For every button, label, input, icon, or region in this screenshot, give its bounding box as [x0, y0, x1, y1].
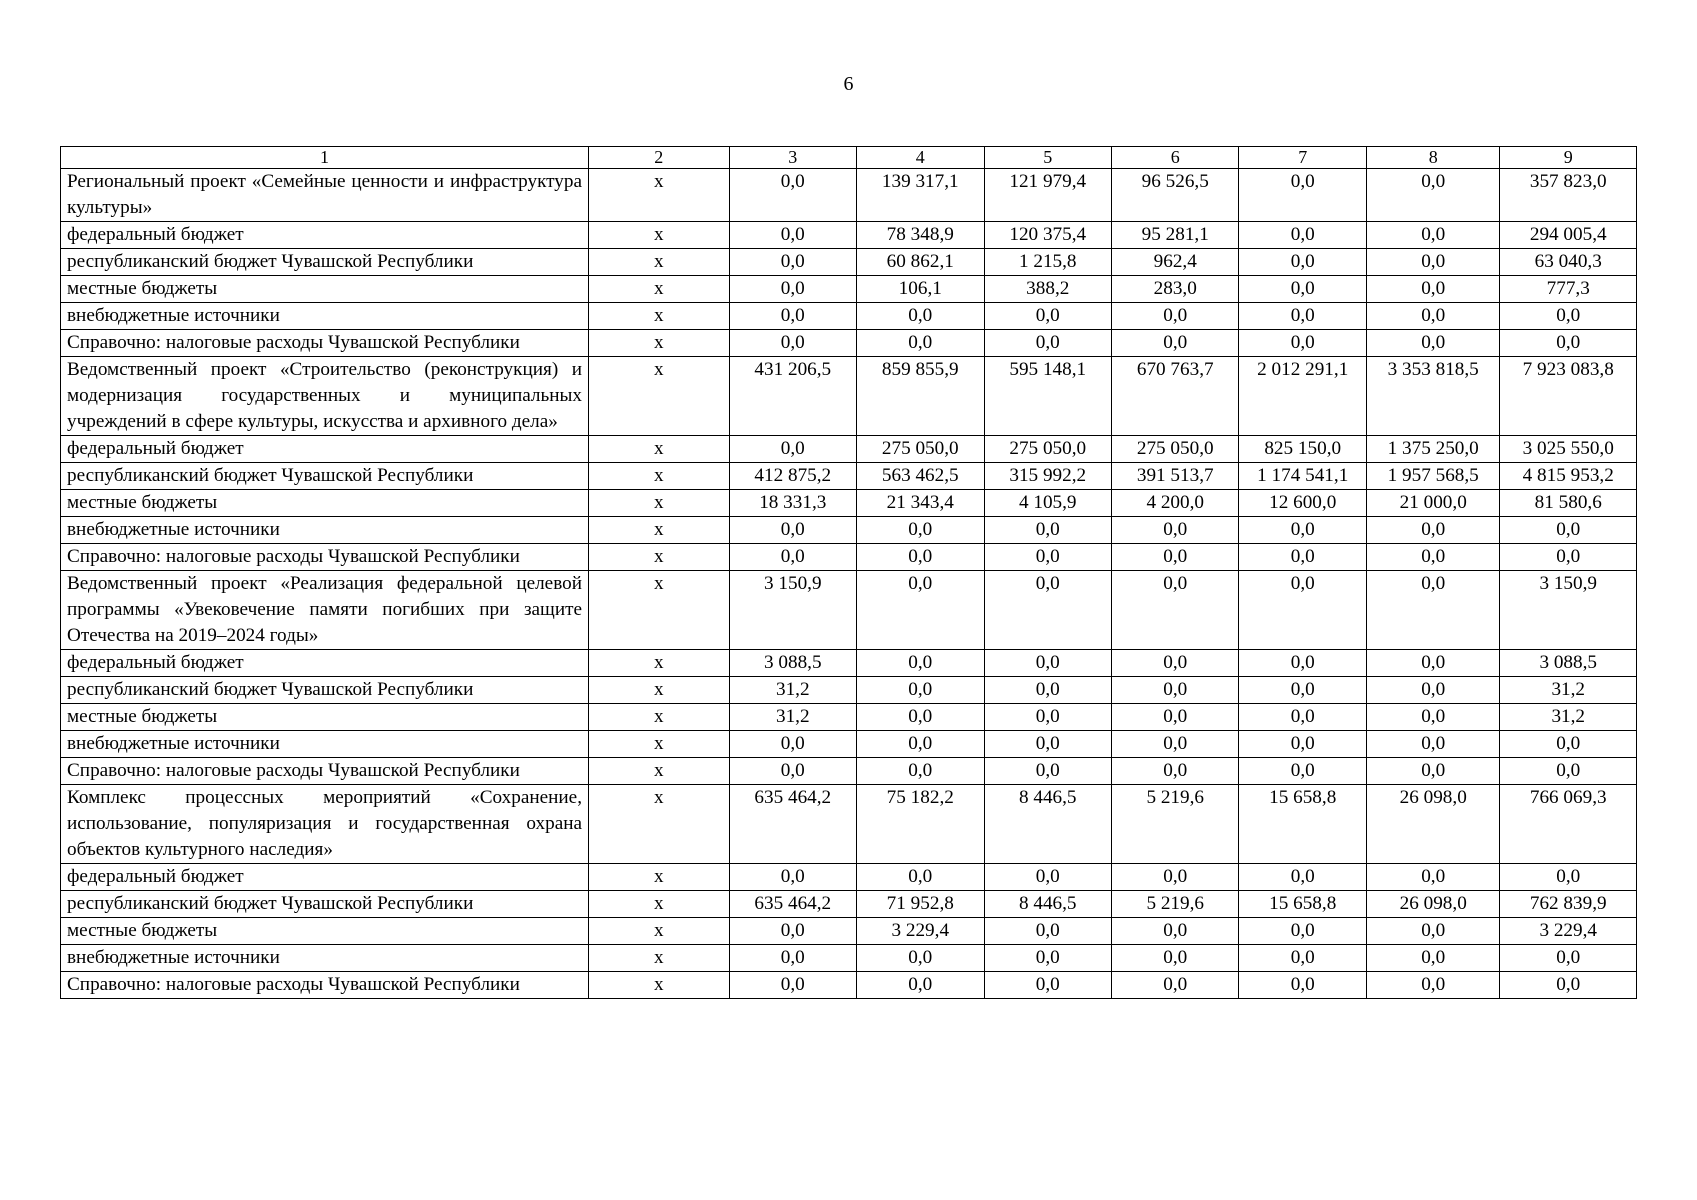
value-cell: 0,0: [1366, 517, 1500, 544]
value-cell: 0,0: [1500, 731, 1637, 758]
value-cell: 412 875,2: [729, 463, 856, 490]
value-cell: 0,0: [984, 945, 1111, 972]
value-cell: 0,0: [1366, 918, 1500, 945]
value-cell: 275 050,0: [1111, 436, 1238, 463]
value-cell: 26 098,0: [1366, 785, 1500, 864]
value-cell: 0,0: [729, 972, 856, 999]
value-cell: 31,2: [729, 704, 856, 731]
value-cell: 0,0: [1111, 918, 1238, 945]
row-label: Ведомственный проект «Строительство (реконструкция) и модернизация государственных и муниципальных учреждений в сфере культуры, искусства и архивного дела»: [61, 357, 589, 436]
row-label: местные бюджеты: [61, 918, 589, 945]
value-cell: 3 229,4: [857, 918, 984, 945]
page-number: 6: [843, 73, 854, 95]
value-cell: 0,0: [729, 303, 856, 330]
row-label: внебюджетные источники: [61, 517, 589, 544]
value-cell: 0,0: [1366, 864, 1500, 891]
row-label: республиканский бюджет Чувашской Республики: [61, 463, 589, 490]
value-cell: 0,0: [984, 330, 1111, 357]
value-cell: 3 088,5: [1500, 650, 1637, 677]
value-cell: 0,0: [1366, 276, 1500, 303]
value-cell: 71 952,8: [857, 891, 984, 918]
value-cell: 0,0: [1239, 945, 1366, 972]
value-cell: 7 923 083,8: [1500, 357, 1637, 436]
value-cell: 0,0: [984, 544, 1111, 571]
value-cell: 0,0: [1239, 650, 1366, 677]
table-row: [61, 490, 1637, 517]
value-cell: 0,0: [857, 517, 984, 544]
value-cell: 0,0: [1111, 945, 1238, 972]
row-label: местные бюджеты: [61, 276, 589, 303]
value-cell: 0,0: [1366, 677, 1500, 704]
value-cell: 0,0: [1111, 758, 1238, 785]
value-cell: 0,0: [1239, 704, 1366, 731]
value-cell: 0,0: [1239, 758, 1366, 785]
code-cell: х: [589, 731, 730, 758]
value-cell: 0,0: [1500, 972, 1637, 999]
column-header: 5: [984, 147, 1111, 169]
value-cell: 120 375,4: [984, 222, 1111, 249]
table-row: [61, 357, 1637, 436]
value-cell: 26 098,0: [1366, 891, 1500, 918]
table-row: [61, 677, 1637, 704]
value-cell: 431 206,5: [729, 357, 856, 436]
row-label: Справочно: налоговые расходы Чувашской Республики: [61, 972, 589, 999]
row-label: местные бюджеты: [61, 704, 589, 731]
value-cell: 859 855,9: [857, 357, 984, 436]
code-cell: х: [589, 544, 730, 571]
table-header-row: [61, 147, 1637, 169]
table-row: [61, 891, 1637, 918]
value-cell: 0,0: [1111, 864, 1238, 891]
value-cell: 3 150,9: [1500, 571, 1637, 650]
value-cell: 0,0: [1500, 544, 1637, 571]
table-row: [61, 463, 1637, 490]
table-row: [61, 945, 1637, 972]
table-row: [61, 544, 1637, 571]
value-cell: 0,0: [1500, 945, 1637, 972]
value-cell: 0,0: [729, 945, 856, 972]
value-cell: 81 580,6: [1500, 490, 1637, 517]
value-cell: 283,0: [1111, 276, 1238, 303]
value-cell: 0,0: [729, 758, 856, 785]
value-cell: 0,0: [1111, 544, 1238, 571]
value-cell: 0,0: [729, 544, 856, 571]
value-cell: 0,0: [1366, 544, 1500, 571]
table-body: [61, 169, 1637, 999]
column-header: 1: [61, 147, 589, 169]
value-cell: 0,0: [1239, 544, 1366, 571]
column-header: 2: [589, 147, 730, 169]
value-cell: 121 979,4: [984, 169, 1111, 222]
value-cell: 5 219,6: [1111, 891, 1238, 918]
value-cell: 0,0: [729, 276, 856, 303]
value-cell: 21 000,0: [1366, 490, 1500, 517]
value-cell: 0,0: [1366, 704, 1500, 731]
value-cell: 139 317,1: [857, 169, 984, 222]
value-cell: 8 446,5: [984, 891, 1111, 918]
value-cell: 0,0: [1111, 677, 1238, 704]
value-cell: 1 957 568,5: [1366, 463, 1500, 490]
table-row: [61, 249, 1637, 276]
value-cell: 21 343,4: [857, 490, 984, 517]
value-cell: 825 150,0: [1239, 436, 1366, 463]
value-cell: 5 219,6: [1111, 785, 1238, 864]
table-row: [61, 303, 1637, 330]
value-cell: 0,0: [729, 222, 856, 249]
code-cell: х: [589, 303, 730, 330]
column-header: 7: [1239, 147, 1366, 169]
value-cell: 0,0: [984, 731, 1111, 758]
column-header: 3: [729, 147, 856, 169]
value-cell: 0,0: [857, 864, 984, 891]
value-cell: 635 464,2: [729, 891, 856, 918]
value-cell: 0,0: [857, 704, 984, 731]
code-cell: х: [589, 276, 730, 303]
value-cell: 0,0: [857, 544, 984, 571]
value-cell: 0,0: [857, 677, 984, 704]
value-cell: 0,0: [984, 650, 1111, 677]
column-header: 6: [1111, 147, 1238, 169]
row-label: федеральный бюджет: [61, 222, 589, 249]
value-cell: 0,0: [857, 945, 984, 972]
value-cell: 0,0: [1111, 704, 1238, 731]
value-cell: 0,0: [1239, 169, 1366, 222]
value-cell: 0,0: [729, 918, 856, 945]
row-label: федеральный бюджет: [61, 864, 589, 891]
column-header: 9: [1500, 147, 1637, 169]
code-cell: х: [589, 330, 730, 357]
value-cell: 3 088,5: [729, 650, 856, 677]
value-cell: 0,0: [1366, 758, 1500, 785]
value-cell: 0,0: [1239, 517, 1366, 544]
value-cell: 0,0: [1111, 517, 1238, 544]
code-cell: х: [589, 222, 730, 249]
code-cell: х: [589, 864, 730, 891]
value-cell: 8 446,5: [984, 785, 1111, 864]
value-cell: 0,0: [1239, 276, 1366, 303]
value-cell: 0,0: [1239, 972, 1366, 999]
value-cell: 0,0: [729, 436, 856, 463]
value-cell: 0,0: [984, 758, 1111, 785]
code-cell: х: [589, 463, 730, 490]
value-cell: 275 050,0: [984, 436, 1111, 463]
value-cell: 4 815 953,2: [1500, 463, 1637, 490]
value-cell: 357 823,0: [1500, 169, 1637, 222]
row-label: внебюджетные источники: [61, 731, 589, 758]
code-cell: х: [589, 677, 730, 704]
table-row: [61, 864, 1637, 891]
value-cell: 0,0: [1111, 330, 1238, 357]
value-cell: 0,0: [984, 517, 1111, 544]
value-cell: 3 229,4: [1500, 918, 1637, 945]
value-cell: 0,0: [1366, 972, 1500, 999]
value-cell: 0,0: [984, 864, 1111, 891]
value-cell: 0,0: [1366, 650, 1500, 677]
value-cell: 595 148,1: [984, 357, 1111, 436]
table-row: [61, 436, 1637, 463]
value-cell: 0,0: [1366, 571, 1500, 650]
value-cell: 95 281,1: [1111, 222, 1238, 249]
value-cell: 0,0: [729, 517, 856, 544]
value-cell: 3 353 818,5: [1366, 357, 1500, 436]
value-cell: 777,3: [1500, 276, 1637, 303]
code-cell: х: [589, 704, 730, 731]
row-label: внебюджетные источники: [61, 303, 589, 330]
row-label: местные бюджеты: [61, 490, 589, 517]
value-cell: 0,0: [729, 731, 856, 758]
value-cell: 0,0: [1366, 222, 1500, 249]
value-cell: 0,0: [1239, 330, 1366, 357]
value-cell: 962,4: [1111, 249, 1238, 276]
code-cell: х: [589, 785, 730, 864]
budget-table: [60, 146, 1637, 999]
value-cell: 78 348,9: [857, 222, 984, 249]
table-row: [61, 330, 1637, 357]
value-cell: 0,0: [857, 972, 984, 999]
value-cell: 15 658,8: [1239, 785, 1366, 864]
table-row: [61, 650, 1637, 677]
value-cell: 762 839,9: [1500, 891, 1637, 918]
value-cell: 4 105,9: [984, 490, 1111, 517]
value-cell: 670 763,7: [1111, 357, 1238, 436]
value-cell: 0,0: [1239, 222, 1366, 249]
row-label: республиканский бюджет Чувашской Республики: [61, 249, 589, 276]
table-row: [61, 785, 1637, 864]
value-cell: 0,0: [1366, 303, 1500, 330]
value-cell: 0,0: [729, 864, 856, 891]
value-cell: 0,0: [1239, 731, 1366, 758]
value-cell: 0,0: [984, 972, 1111, 999]
value-cell: 0,0: [729, 330, 856, 357]
value-cell: 0,0: [1500, 864, 1637, 891]
value-cell: 0,0: [1366, 945, 1500, 972]
value-cell: 31,2: [729, 677, 856, 704]
row-label: Комплекс процессных мероприятий «Сохранение, использование, популяризация и государственная охрана объектов культурного наследия»: [61, 785, 589, 864]
table-row: [61, 222, 1637, 249]
value-cell: 275 050,0: [857, 436, 984, 463]
value-cell: 31,2: [1500, 704, 1637, 731]
value-cell: 4 200,0: [1111, 490, 1238, 517]
value-cell: 0,0: [1111, 731, 1238, 758]
value-cell: 0,0: [984, 918, 1111, 945]
value-cell: 294 005,4: [1500, 222, 1637, 249]
value-cell: 0,0: [1111, 303, 1238, 330]
value-cell: 15 658,8: [1239, 891, 1366, 918]
value-cell: 0,0: [1239, 918, 1366, 945]
value-cell: 0,0: [857, 571, 984, 650]
table-row: [61, 571, 1637, 650]
value-cell: 766 069,3: [1500, 785, 1637, 864]
code-cell: х: [589, 249, 730, 276]
code-cell: х: [589, 758, 730, 785]
row-label: Ведомственный проект «Реализация федеральной целевой программы «Увековечение памяти погибших при защите Отечества на 2019–2024 годы»: [61, 571, 589, 650]
value-cell: 0,0: [984, 704, 1111, 731]
value-cell: 3 150,9: [729, 571, 856, 650]
value-cell: 3 025 550,0: [1500, 436, 1637, 463]
code-cell: х: [589, 490, 730, 517]
row-label: Справочно: налоговые расходы Чувашской Республики: [61, 758, 589, 785]
row-label: внебюджетные источники: [61, 945, 589, 972]
row-label: Справочно: налоговые расходы Чувашской Республики: [61, 330, 589, 357]
value-cell: 1 174 541,1: [1239, 463, 1366, 490]
code-cell: х: [589, 945, 730, 972]
value-cell: 0,0: [1366, 731, 1500, 758]
value-cell: 391 513,7: [1111, 463, 1238, 490]
value-cell: 0,0: [1500, 330, 1637, 357]
column-header: 8: [1366, 147, 1500, 169]
code-cell: х: [589, 571, 730, 650]
code-cell: х: [589, 517, 730, 544]
value-cell: 60 862,1: [857, 249, 984, 276]
code-cell: х: [589, 972, 730, 999]
table-row: [61, 972, 1637, 999]
value-cell: 0,0: [1500, 303, 1637, 330]
value-cell: 315 992,2: [984, 463, 1111, 490]
row-label: Справочно: налоговые расходы Чувашской Республики: [61, 544, 589, 571]
code-cell: х: [589, 169, 730, 222]
code-cell: х: [589, 918, 730, 945]
value-cell: 0,0: [729, 249, 856, 276]
value-cell: 1 375 250,0: [1366, 436, 1500, 463]
value-cell: 2 012 291,1: [1239, 357, 1366, 436]
value-cell: 0,0: [1239, 864, 1366, 891]
code-cell: х: [589, 891, 730, 918]
value-cell: 96 526,5: [1111, 169, 1238, 222]
code-cell: х: [589, 436, 730, 463]
value-cell: 563 462,5: [857, 463, 984, 490]
value-cell: 0,0: [984, 303, 1111, 330]
value-cell: 12 600,0: [1239, 490, 1366, 517]
value-cell: 1 215,8: [984, 249, 1111, 276]
value-cell: 0,0: [1111, 571, 1238, 650]
value-cell: 106,1: [857, 276, 984, 303]
column-header: 4: [857, 147, 984, 169]
value-cell: 0,0: [1239, 249, 1366, 276]
value-cell: 0,0: [857, 330, 984, 357]
row-label: федеральный бюджет: [61, 650, 589, 677]
value-cell: 63 040,3: [1500, 249, 1637, 276]
value-cell: 0,0: [1239, 303, 1366, 330]
value-cell: 0,0: [729, 169, 856, 222]
value-cell: 0,0: [1500, 517, 1637, 544]
value-cell: 0,0: [1366, 169, 1500, 222]
table-row: [61, 918, 1637, 945]
value-cell: 0,0: [857, 650, 984, 677]
value-cell: 0,0: [857, 303, 984, 330]
value-cell: 0,0: [1239, 677, 1366, 704]
table-row: [61, 704, 1637, 731]
value-cell: 0,0: [1111, 972, 1238, 999]
value-cell: 31,2: [1500, 677, 1637, 704]
value-cell: 635 464,2: [729, 785, 856, 864]
table-row: [61, 731, 1637, 758]
value-cell: 75 182,2: [857, 785, 984, 864]
value-cell: 388,2: [984, 276, 1111, 303]
value-cell: 0,0: [984, 571, 1111, 650]
row-label: республиканский бюджет Чувашской Республики: [61, 891, 589, 918]
table-row: [61, 517, 1637, 544]
row-label: республиканский бюджет Чувашской Республики: [61, 677, 589, 704]
value-cell: 18 331,3: [729, 490, 856, 517]
value-cell: 0,0: [1500, 758, 1637, 785]
value-cell: 0,0: [1366, 249, 1500, 276]
value-cell: 0,0: [1111, 650, 1238, 677]
row-label: Региональный проект «Семейные ценности и инфраструктура культуры»: [61, 169, 589, 222]
code-cell: х: [589, 357, 730, 436]
code-cell: х: [589, 650, 730, 677]
table-row: [61, 276, 1637, 303]
value-cell: 0,0: [857, 758, 984, 785]
table-row: [61, 169, 1637, 222]
value-cell: 0,0: [857, 731, 984, 758]
row-label: федеральный бюджет: [61, 436, 589, 463]
value-cell: 0,0: [984, 677, 1111, 704]
value-cell: 0,0: [1366, 330, 1500, 357]
table-row: [61, 758, 1637, 785]
value-cell: 0,0: [1239, 571, 1366, 650]
